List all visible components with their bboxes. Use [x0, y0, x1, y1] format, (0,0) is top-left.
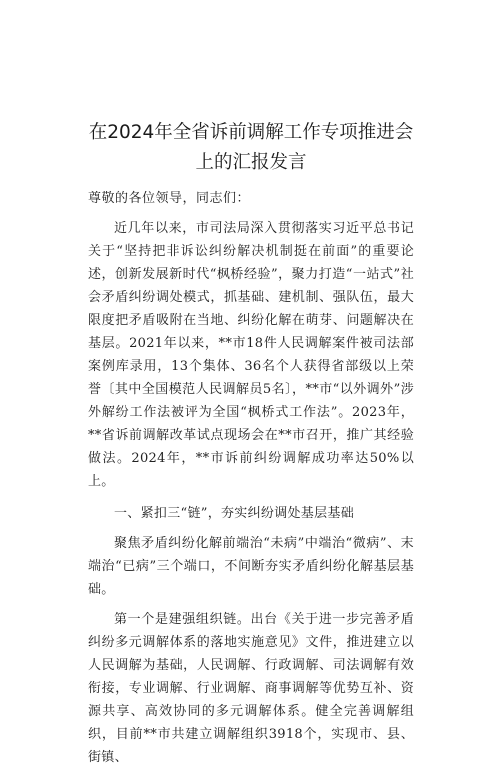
organization-chain-paragraph: 第一个是建强组织链。出台《关于进一步完善矛盾纠纷多元调解体系的落地实施意见》文件，推进建立以人民调解为基础，人民调解、行政调解、司法调解有效衔接，专业调解、行业调解、商事调解等优势互补、资源共享、高效协同的多元调解体系。健全完善调解组织，目前**市共建立调解组织3918个，实现市、县、街镇、 — [88, 612, 414, 765]
intro-paragraph: 近几年以来，市司法局深入贯彻落实习近平总书记关于“坚持把非诉讼纠纷解决机制挺在前面”的重要论述，创新发展新时代“枫桥经验”，聚力打造“一站式”社会矛盾纠纷调处模式，抓基础、建机制、强队伍，最大限度把矛盾吸附在当地、纠纷化解在萌芽、问题解决在基层。2021年以来，**市18件人民调解案件被司法部案例库录用，13个集体、36名个人获得省部级以上荣誉〔其中全国模范人民调解员5名〕，**市“以外调外”涉外解纷工作法被评为全国“枫桥式工作法”。2023年，**省诉前调解改革试点现场会在**市召开，推广其经验做法。2024年，**市诉前纠纷调解成功率达50%以上。 — [88, 221, 414, 489]
section-heading: 一、紧扣三“链”，夯实纠纷调处基层基础 — [114, 506, 354, 521]
document-title: 在2024年全省诉前调解工作专项推进会上的汇报发言 — [88, 122, 414, 173]
section-intro-paragraph: 聚焦矛盾纠纷化解前端治“未病”中端治“微病”、末端治“已病”三个端口，不间断夯实矛盾纠纷化解基层基础。 — [88, 536, 414, 597]
salutation: 尊敬的各位领导，同志们： — [88, 191, 251, 206]
